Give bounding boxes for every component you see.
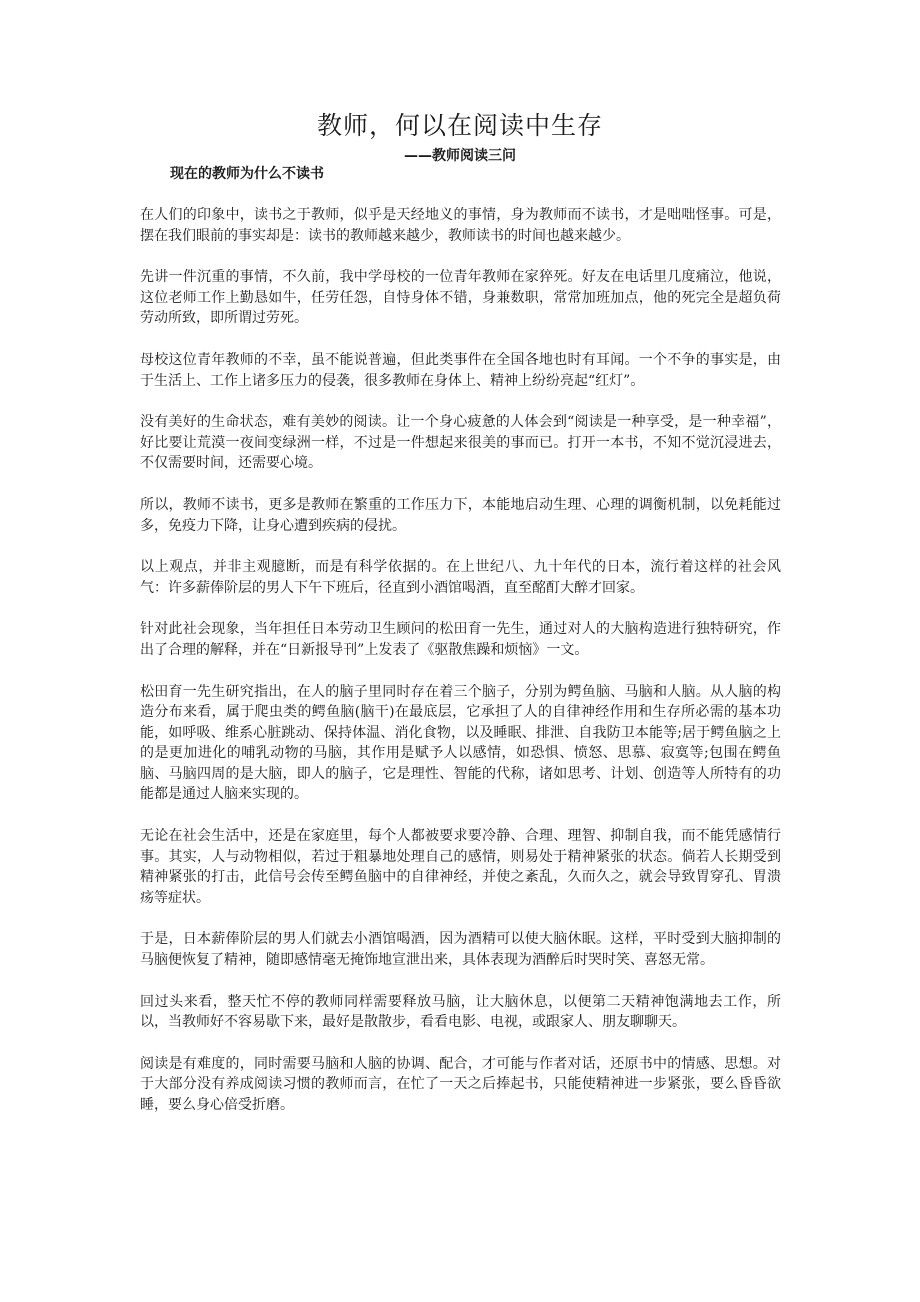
paragraph-3: 母校这位青年教师的不幸，虽不能说普遍，但此类事件在全国各地也时有耳闻。一个不争的事实是，由于生活上、工作上诸多压力的侵袭，很多教师在身体上、精神上纷纷亮起“红灯”。 [140, 351, 781, 389]
document-body [140, 205, 781, 1137]
paragraph-11: 回过头来看，整天忙不停的教师同样需要释放马脑，让大脑休息，以便第二天精神饱满地去工作，所以，当教师好不容易歇下来，最好是散散步，看看电影、电视，或跟家人、朋友聊聊天。 [140, 993, 781, 1031]
paragraph-2: 先讲一件沉重的事情，不久前，我中学母校的一位青年教师在家猝死。好友在电话里几度痛泣，他说，这位老师工作上勤恳如牛，任劳任怨，自恃身体不错，身兼数职，常常加班加点，他的死完全是超负荷劳动所致，即所谓过劳死。 [140, 269, 781, 327]
paragraph-5: 所以，教师不读书，更多是教师在繁重的工作压力下，本能地启动生理、心理的调衡机制，以免耗能过多，免疫力下降，让身心遭到疾病的侵扰。 [140, 496, 781, 534]
section-heading: 现在的教师为什么不读书 [170, 166, 324, 182]
paragraph-12: 阅读是有难度的，同时需要马脑和人脑的协调、配合，才可能与作者对话，还原书中的情感、思想。对于大部分没有养成阅读习惯的教师而言，在忙了一天之后捧起书，只能使精神进一步紧张，要么昏昏欲睡，要么身心倍受折磨。 [140, 1055, 781, 1113]
paragraph-9: 无论在社会生活中，还是在家庭里，每个人都被要求要冷静、合理、理智、抑制自我，而不能凭感情行事。其实，人与动物相似，若过于粗暴地处理自己的感情，则易处于精神紧张的状态。倘若人长期受到精神紧张的打击，此信号会传至鳄鱼脑中的自律神经，并使之紊乱，久而久之，就会导致胃穿孔、胃溃疡等症状。 [140, 828, 781, 906]
document-title: 教师，何以在阅读中生存 [316, 111, 603, 140]
paragraph-6: 以上观点，并非主观臆断，而是有科学依据的。在上世纪八、九十年代的日本，流行着这样的社会风气：许多薪俸阶层的男人下午下班后，径直到小酒馆喝酒，直至酩酊大醉才回家。 [140, 559, 781, 596]
paragraph-8: 松田育一先生研究指出，在人的脑子里同时存在着三个脑子，分别为鳄鱼脑、马脑和人脑。从人脑的构造分布来看，属于爬虫类的鳄鱼脑(脑干)在最底层，它承担了人的自律神经作用和生存所必需的基本功能，如呼吸、维系心脏跳动、保持体温、消化食物，以及睡眠、排泄、自我防卫本能等;居于鳄鱼脑之上的是更加进化的哺乳动物的马脑，其作用是赋予人以感情，如恐惧、愤怒、思慕、寂寞等;包围在鳄鱼脑、马脑四周的是大脑，即人的脑子，它是理性、智能的代称，诸如思考、计划、创造等人所特有的功能都是通过人脑来实现的。 [140, 683, 781, 803]
paragraph-7: 针对此社会现象，当年担任日本劳动卫生顾问的松田育一先生，通过对人的大脑构造进行独特研究，作出了合理的解释，并在“日新报导刊”上发表了《驱散焦躁和烦恼》一文。 [140, 621, 781, 658]
paragraph-10: 于是，日本薪俸阶层的男人们就去小酒馆喝酒，因为酒精可以使大脑休眠。这样，平时受到大脑抑制的马脑便恢复了精神，随即感情毫无掩饰地宣泄出来，具体表现为酒醉后时哭时笑、喜怒无常。 [140, 931, 781, 969]
paragraph-1: 在人们的印象中，读书之于教师，似乎是天经地义的事情，身为教师而不读书，才是咄咄怪事。可是，摆在我们眼前的事实却是：读书的教师越来越少，教师读书的时间也越来越少。 [140, 207, 781, 244]
paragraph-4: 没有美好的生命状态，难有美妙的阅读。让一个身心疲惫的人体会到“阅读是一种享受，是一种幸福”，好比要让荒漠一夜间变绿洲一样，不过是一件想起来很美的事而已。打开一本书，不知不觉沉浸进去，不仅需要时间，还需要心境。 [140, 414, 781, 472]
document-subtitle: ——教师阅读三问 [404, 148, 516, 164]
